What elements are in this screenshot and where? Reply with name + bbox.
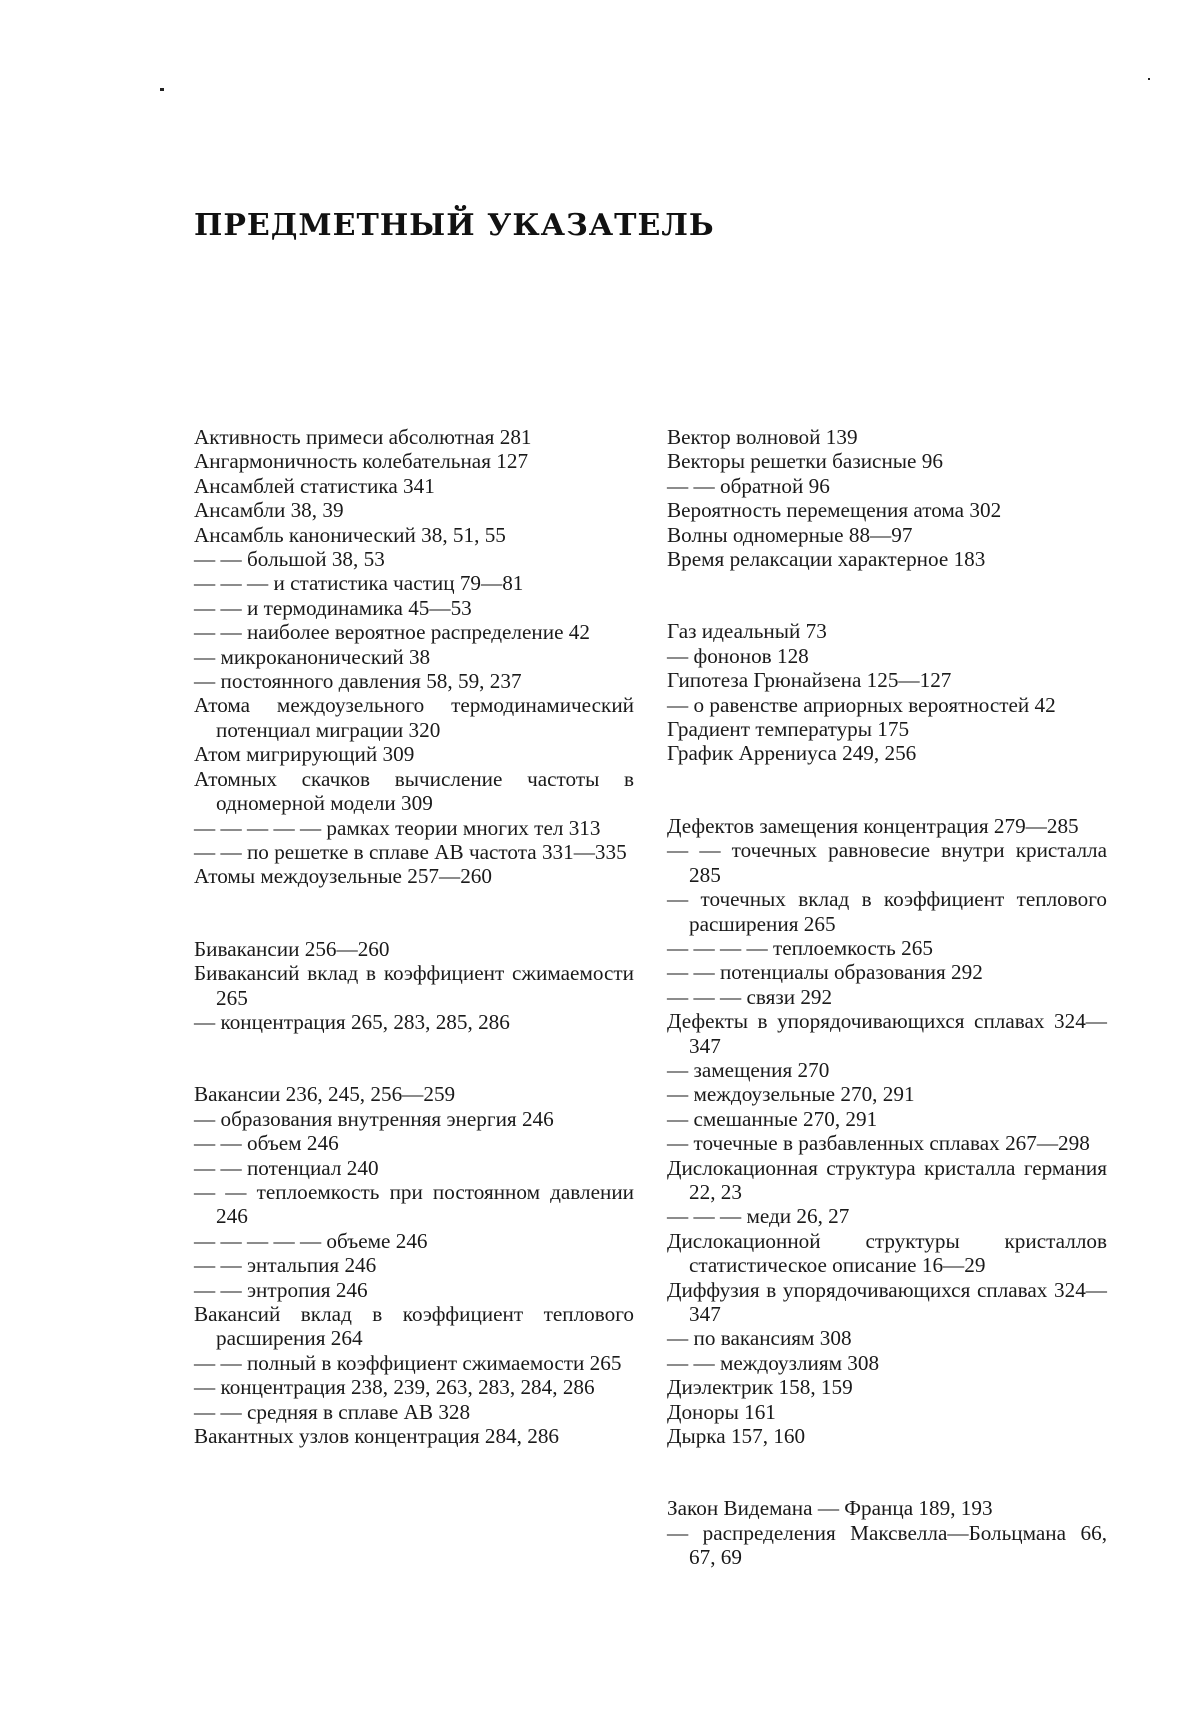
index-entry: Дислокационной структуры кристаллов статистическое описание 16—29 [667, 1228, 1107, 1278]
index-entry: — — по решетке в сплаве AB частота 331—335 [194, 839, 627, 864]
index-entry: Закон Видемана — Франца 189, 193 [667, 1496, 993, 1521]
index-entry: Гипотеза Грюнайзена 125—127 [667, 668, 952, 693]
index-entry: Атом мигрирующий 309 [194, 742, 415, 767]
index-entry: Диффузия в упорядочивающихся сплавах 324—347 [667, 1277, 1107, 1326]
index-entry: — — потенциалы образования 292 [667, 960, 983, 985]
index-entry: — смешанные 270, 291 [667, 1106, 878, 1131]
index-entry: — по вакансиям 308 [667, 1326, 852, 1351]
index-column-left [194, 425, 634, 1496]
index-entry: Вакансии 236, 245, 256—259 [194, 1082, 456, 1107]
index-entry: — — — связи 292 [667, 984, 833, 1009]
index-entry: Дислокационная структура кристалла германия 22, 23 [667, 1155, 1107, 1204]
index-entry: — замещения 270 [667, 1057, 830, 1082]
index-entry: — — потенциал 240 [194, 1155, 379, 1180]
index-entry: — точечные в разбавленных сплавах 267—298 [667, 1131, 1090, 1156]
index-entry: — — объем 246 [194, 1131, 339, 1156]
index-entry: Дырка 157, 160 [667, 1424, 806, 1449]
index-entry: Газ идеальный 73 [667, 619, 827, 644]
index-entry: Доноры 161 [667, 1399, 776, 1424]
index-entry: Ансамбли 38, 39 [194, 498, 344, 523]
index-entry: Время релаксации характерное 183 [667, 547, 986, 572]
index-entry: Бивакансий вклад в коэффициент сжимаемости 265 [194, 961, 634, 1010]
index-entry: — образования внутренняя энергия 246 [194, 1106, 554, 1131]
index-letter-group [667, 619, 1107, 765]
index-entry: Вектор волновой 139 [667, 425, 858, 449]
index-entry: — — большой 38, 53 [194, 547, 385, 572]
index-entry: Вероятность перемещения атома 302 [667, 498, 1002, 523]
index-entry: — — энтропия 246 [194, 1277, 368, 1302]
index-entry: Атомы междоузельные 257—260 [194, 864, 492, 889]
index-entry: Дефектов замещения концентрация 279—285 [667, 813, 1079, 838]
index-entry: Бивакансии 256—260 [194, 936, 390, 961]
index-letter-group [194, 425, 634, 889]
print-speck [1148, 78, 1150, 80]
index-entry: — фононов 128 [667, 643, 809, 668]
index-entry: — микроканонический 38 [194, 644, 431, 669]
index-entry: Волны одномерные 88—97 [667, 522, 913, 547]
index-entry: — о равенстве априорных вероятностей 42 [667, 692, 1056, 717]
page-title: ПРЕДМЕТНЫЙ УКАЗАТЕЛЬ [194, 208, 715, 243]
index-entry: — концентрация 265, 283, 285, 286 [194, 1009, 510, 1034]
index-entry: Ансамблей статистика 341 [194, 473, 435, 498]
index-entry: График Аррениуса 249, 256 [667, 741, 917, 766]
index-entry: — распределения Максвелла—Больцмана 66, 67, 69 [667, 1520, 1107, 1570]
index-entry: — — наиболее вероятное распределение 42 [194, 620, 590, 645]
index-entry: Атомных скачков вычисление частоты в одномерной модели 309 [194, 766, 634, 816]
index-entry: Ангармоничность колебательная 127 [194, 449, 529, 474]
print-speck [160, 88, 164, 91]
index-entry: — — полный в коэффициент сжимаемости 265 [194, 1350, 622, 1375]
index-entry: — — — — теплоемкость 265 [667, 935, 933, 960]
index-entry: — — — и статистика частиц 79—81 [194, 571, 524, 596]
index-entry: Векторы решетки базисные 96 [667, 449, 943, 474]
index-entry: — — междоузлиям 308 [667, 1350, 880, 1375]
index-entry: — концентрация 238, 239, 263, 283, 284, 286 [194, 1375, 595, 1400]
index-entry: — — — — — рамках теории многих тел 313 [194, 815, 601, 840]
index-entry: — — средняя в сплаве AB 328 [194, 1399, 471, 1424]
index-entry: Вакантных узлов концентрация 284, 286 [194, 1424, 560, 1449]
index-entry: — — — — — объеме 246 [194, 1228, 428, 1253]
index-entry: — постоянного давления 58, 59, 237 [194, 669, 522, 694]
index-letter-group [667, 425, 1107, 571]
index-entry: — — энтальпия 246 [194, 1253, 377, 1278]
index-entry: — — и термодинамика 45—53 [194, 595, 472, 620]
index-entry: — — теплоемкость при постоянном давлении 246 [194, 1179, 634, 1229]
index-entry: Диэлектрик 158, 159 [667, 1375, 853, 1400]
index-letter-group [667, 1496, 1107, 1569]
index-letter-group [667, 814, 1107, 1449]
index-entry: — точечных вклад в коэффициент теплового расширения 265 [667, 887, 1107, 936]
index-entry: Активность примеси абсолютная 281 [194, 425, 532, 449]
index-entry: Вакансий вклад в коэффициент теплового расширения 264 [194, 1302, 634, 1351]
index-letter-group [194, 937, 634, 1035]
index-letter-group [194, 1082, 634, 1448]
index-entry: — — точечных равновесие внутри кристалла 285 [667, 838, 1107, 887]
index-entry: — — — меди 26, 27 [667, 1204, 850, 1229]
index-entry: — — обратной 96 [667, 473, 830, 498]
index-entry: Атома междоузельного термодинамический потенциал миграции 320 [194, 693, 634, 742]
index-column-right [667, 425, 1107, 1618]
index-entry: Дефекты в упорядочивающихся сплавах 324—347 [667, 1009, 1107, 1058]
index-entry: — междоузельные 270, 291 [667, 1082, 915, 1107]
index-entry: Ансамбль канонический 38, 51, 55 [194, 522, 506, 547]
index-entry: Градиент температуры 175 [667, 717, 910, 742]
